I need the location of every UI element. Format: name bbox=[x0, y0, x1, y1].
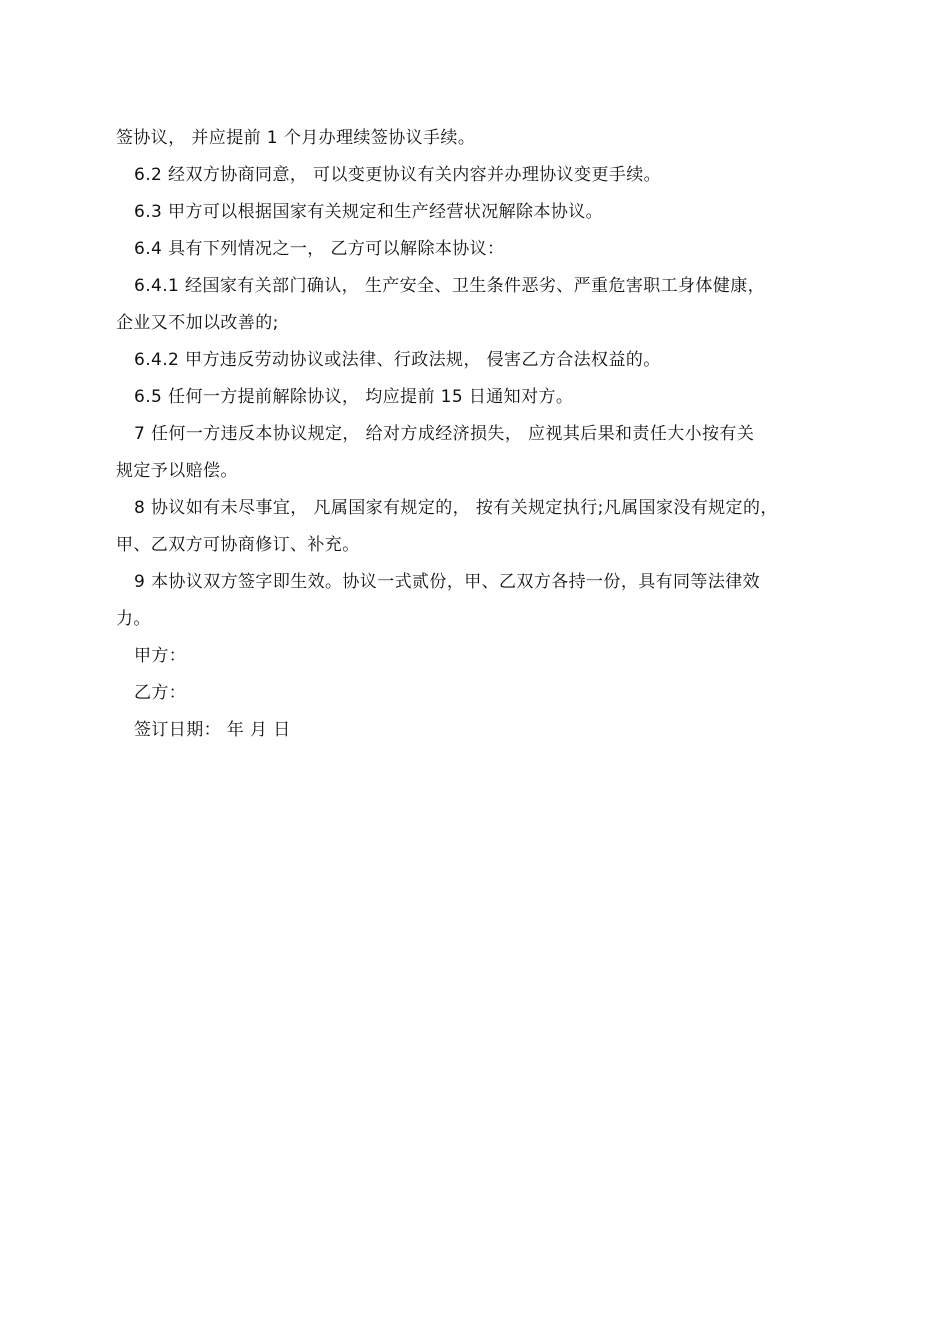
signing-date: 签订日期： 年 月 日 bbox=[134, 720, 291, 740]
clause-6-4-2: 6.4.2 甲方违反劳动协议或法律、行政法规， 侵害乙方合法权益的。 bbox=[134, 350, 661, 370]
clause-6-4-1: 6.4.1 经国家有关部门确认， 生产安全、卫生条件恶劣、严重危害职工身体健康， bbox=[134, 276, 766, 296]
party-a-signature: 甲方： bbox=[134, 646, 187, 666]
clause-7-cont: 规定予以赔偿。 bbox=[116, 461, 238, 481]
clause-9-cont: 力。 bbox=[116, 609, 151, 629]
clause-8: 8 协议如有未尽事宜， 凡属国家有规定的， 按有关规定执行;凡属国家没有规定的， bbox=[134, 498, 778, 518]
text-line: 签协议， 并应提前 1 个月办理续签协议手续。 bbox=[116, 128, 476, 148]
clause-6-5: 6.5 任何一方提前解除协议， 均应提前 15 日通知对方。 bbox=[134, 387, 574, 407]
document-body bbox=[116, 120, 846, 749]
clause-6-2: 6.2 经双方协商同意， 可以变更协议有关内容并办理协议变更手续。 bbox=[134, 165, 662, 185]
party-b-signature: 乙方： bbox=[134, 683, 187, 703]
clause-7: 7 任何一方违反本协议规定， 给对方成经济损失， 应视其后果和责任大小按有关 bbox=[134, 424, 755, 444]
clause-8-cont: 甲、乙双方可协商修订、补充。 bbox=[116, 535, 360, 555]
clause-9: 9 本协议双方签字即生效。协议一式贰份，甲、乙双方各持一份，具有同等法律效 bbox=[134, 572, 761, 592]
clause-6-4-1-cont: 企业又不加以改善的; bbox=[116, 313, 279, 333]
clause-6-3: 6.3 甲方可以根据国家有关规定和生产经营状况解除本协议。 bbox=[134, 202, 604, 222]
clause-6-4: 6.4 具有下列情况之一， 乙方可以解除本协议： bbox=[134, 239, 505, 259]
